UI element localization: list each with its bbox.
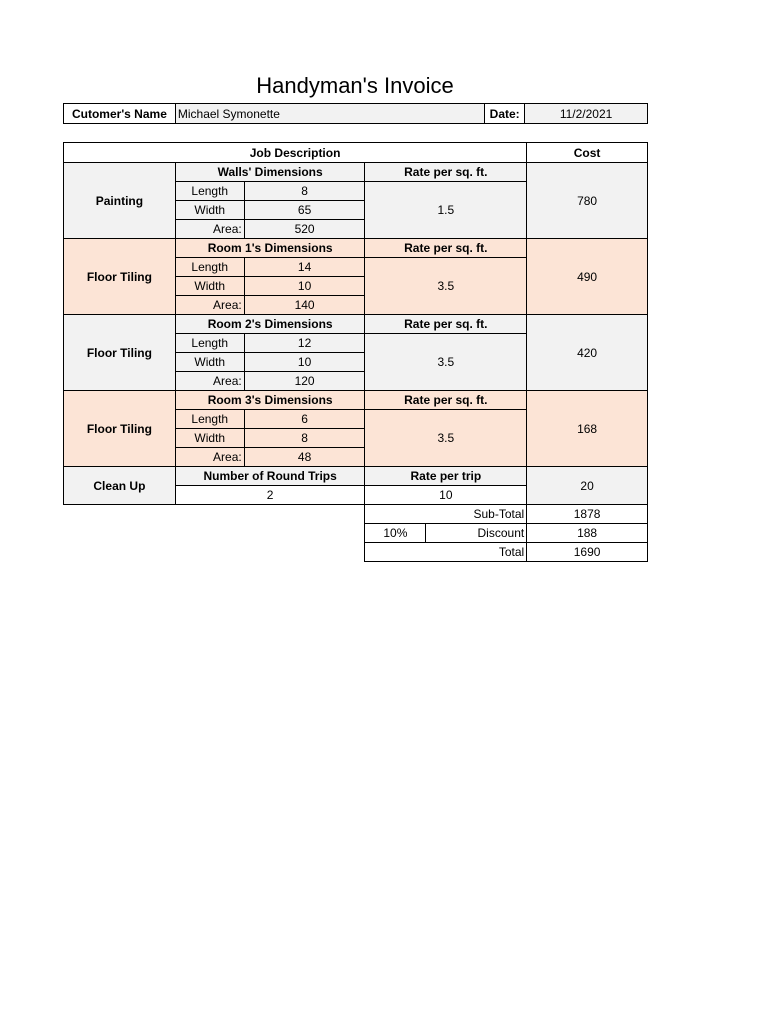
subtotal-value: 1878 (527, 505, 648, 524)
length-label: Length (175, 334, 244, 353)
job-name-painting: Painting (64, 163, 176, 239)
length-value: 14 (244, 258, 365, 277)
rate-value-tiling-1: 3.5 (365, 258, 527, 315)
discount-percent: 10% (365, 524, 426, 543)
invoice-table (63, 142, 648, 562)
trips-value: 2 (175, 486, 365, 505)
job-name-tiling-2: Floor Tiling (64, 315, 176, 391)
cost-header: Cost (527, 143, 648, 163)
width-label: Width (175, 353, 244, 372)
area-value: 140 (244, 296, 365, 315)
width-label: Width (175, 201, 244, 220)
job-description-header: Job Description (64, 143, 527, 163)
dims-title-tiling-2: Room 2's Dimensions (175, 315, 365, 334)
date-label: Date: (485, 104, 525, 124)
dims-title-tiling-1: Room 1's Dimensions (175, 239, 365, 258)
total-value: 1690 (527, 543, 648, 562)
area-label: Area: (175, 296, 244, 315)
subtotal-label: Sub-Total (365, 505, 527, 524)
customer-name-value: Michael Symonette (175, 104, 484, 124)
customer-name-label: Cutomer's Name (64, 104, 176, 124)
header-table (63, 103, 648, 124)
length-value: 6 (244, 410, 365, 429)
job-name-tiling-1: Floor Tiling (64, 239, 176, 315)
width-value: 8 (244, 429, 365, 448)
discount-label: Discount (426, 524, 527, 543)
rate-label-tiling-3: Rate per sq. ft. (365, 391, 527, 410)
dims-title-painting: Walls' Dimensions (175, 163, 365, 182)
width-value: 10 (244, 277, 365, 296)
cost-cleanup: 20 (527, 467, 648, 505)
width-label: Width (175, 277, 244, 296)
rate-label-tiling-1: Rate per sq. ft. (365, 239, 527, 258)
rate-per-trip-label: Rate per trip (365, 467, 527, 486)
area-label: Area: (175, 220, 244, 239)
area-value: 520 (244, 220, 365, 239)
trips-label: Number of Round Trips (175, 467, 365, 486)
length-label: Length (175, 258, 244, 277)
rate-value-tiling-3: 3.5 (365, 410, 527, 467)
job-name-cleanup: Clean Up (64, 467, 176, 505)
length-label: Length (175, 182, 244, 201)
date-value: 11/2/2021 (525, 104, 648, 124)
area-label: Area: (175, 372, 244, 391)
length-value: 8 (244, 182, 365, 201)
job-name-tiling-3: Floor Tiling (64, 391, 176, 467)
width-value: 65 (244, 201, 365, 220)
area-value: 120 (244, 372, 365, 391)
cost-tiling-2: 420 (527, 315, 648, 391)
width-label: Width (175, 429, 244, 448)
cost-painting: 780 (527, 163, 648, 239)
invoice-title: Handyman's Invoice (256, 73, 454, 98)
cost-tiling-3: 168 (527, 391, 648, 467)
rate-per-trip-value: 10 (365, 486, 527, 505)
cost-tiling-1: 490 (527, 239, 648, 315)
length-label: Length (175, 410, 244, 429)
rate-value-tiling-2: 3.5 (365, 334, 527, 391)
rate-label-painting: Rate per sq. ft. (365, 163, 527, 182)
total-label: Total (365, 543, 527, 562)
dims-title-tiling-3: Room 3's Dimensions (175, 391, 365, 410)
rate-label-tiling-2: Rate per sq. ft. (365, 315, 527, 334)
area-value: 48 (244, 448, 365, 467)
width-value: 10 (244, 353, 365, 372)
length-value: 12 (244, 334, 365, 353)
rate-value-painting: 1.5 (365, 182, 527, 239)
area-label: Area: (175, 448, 244, 467)
discount-value: 188 (527, 524, 648, 543)
